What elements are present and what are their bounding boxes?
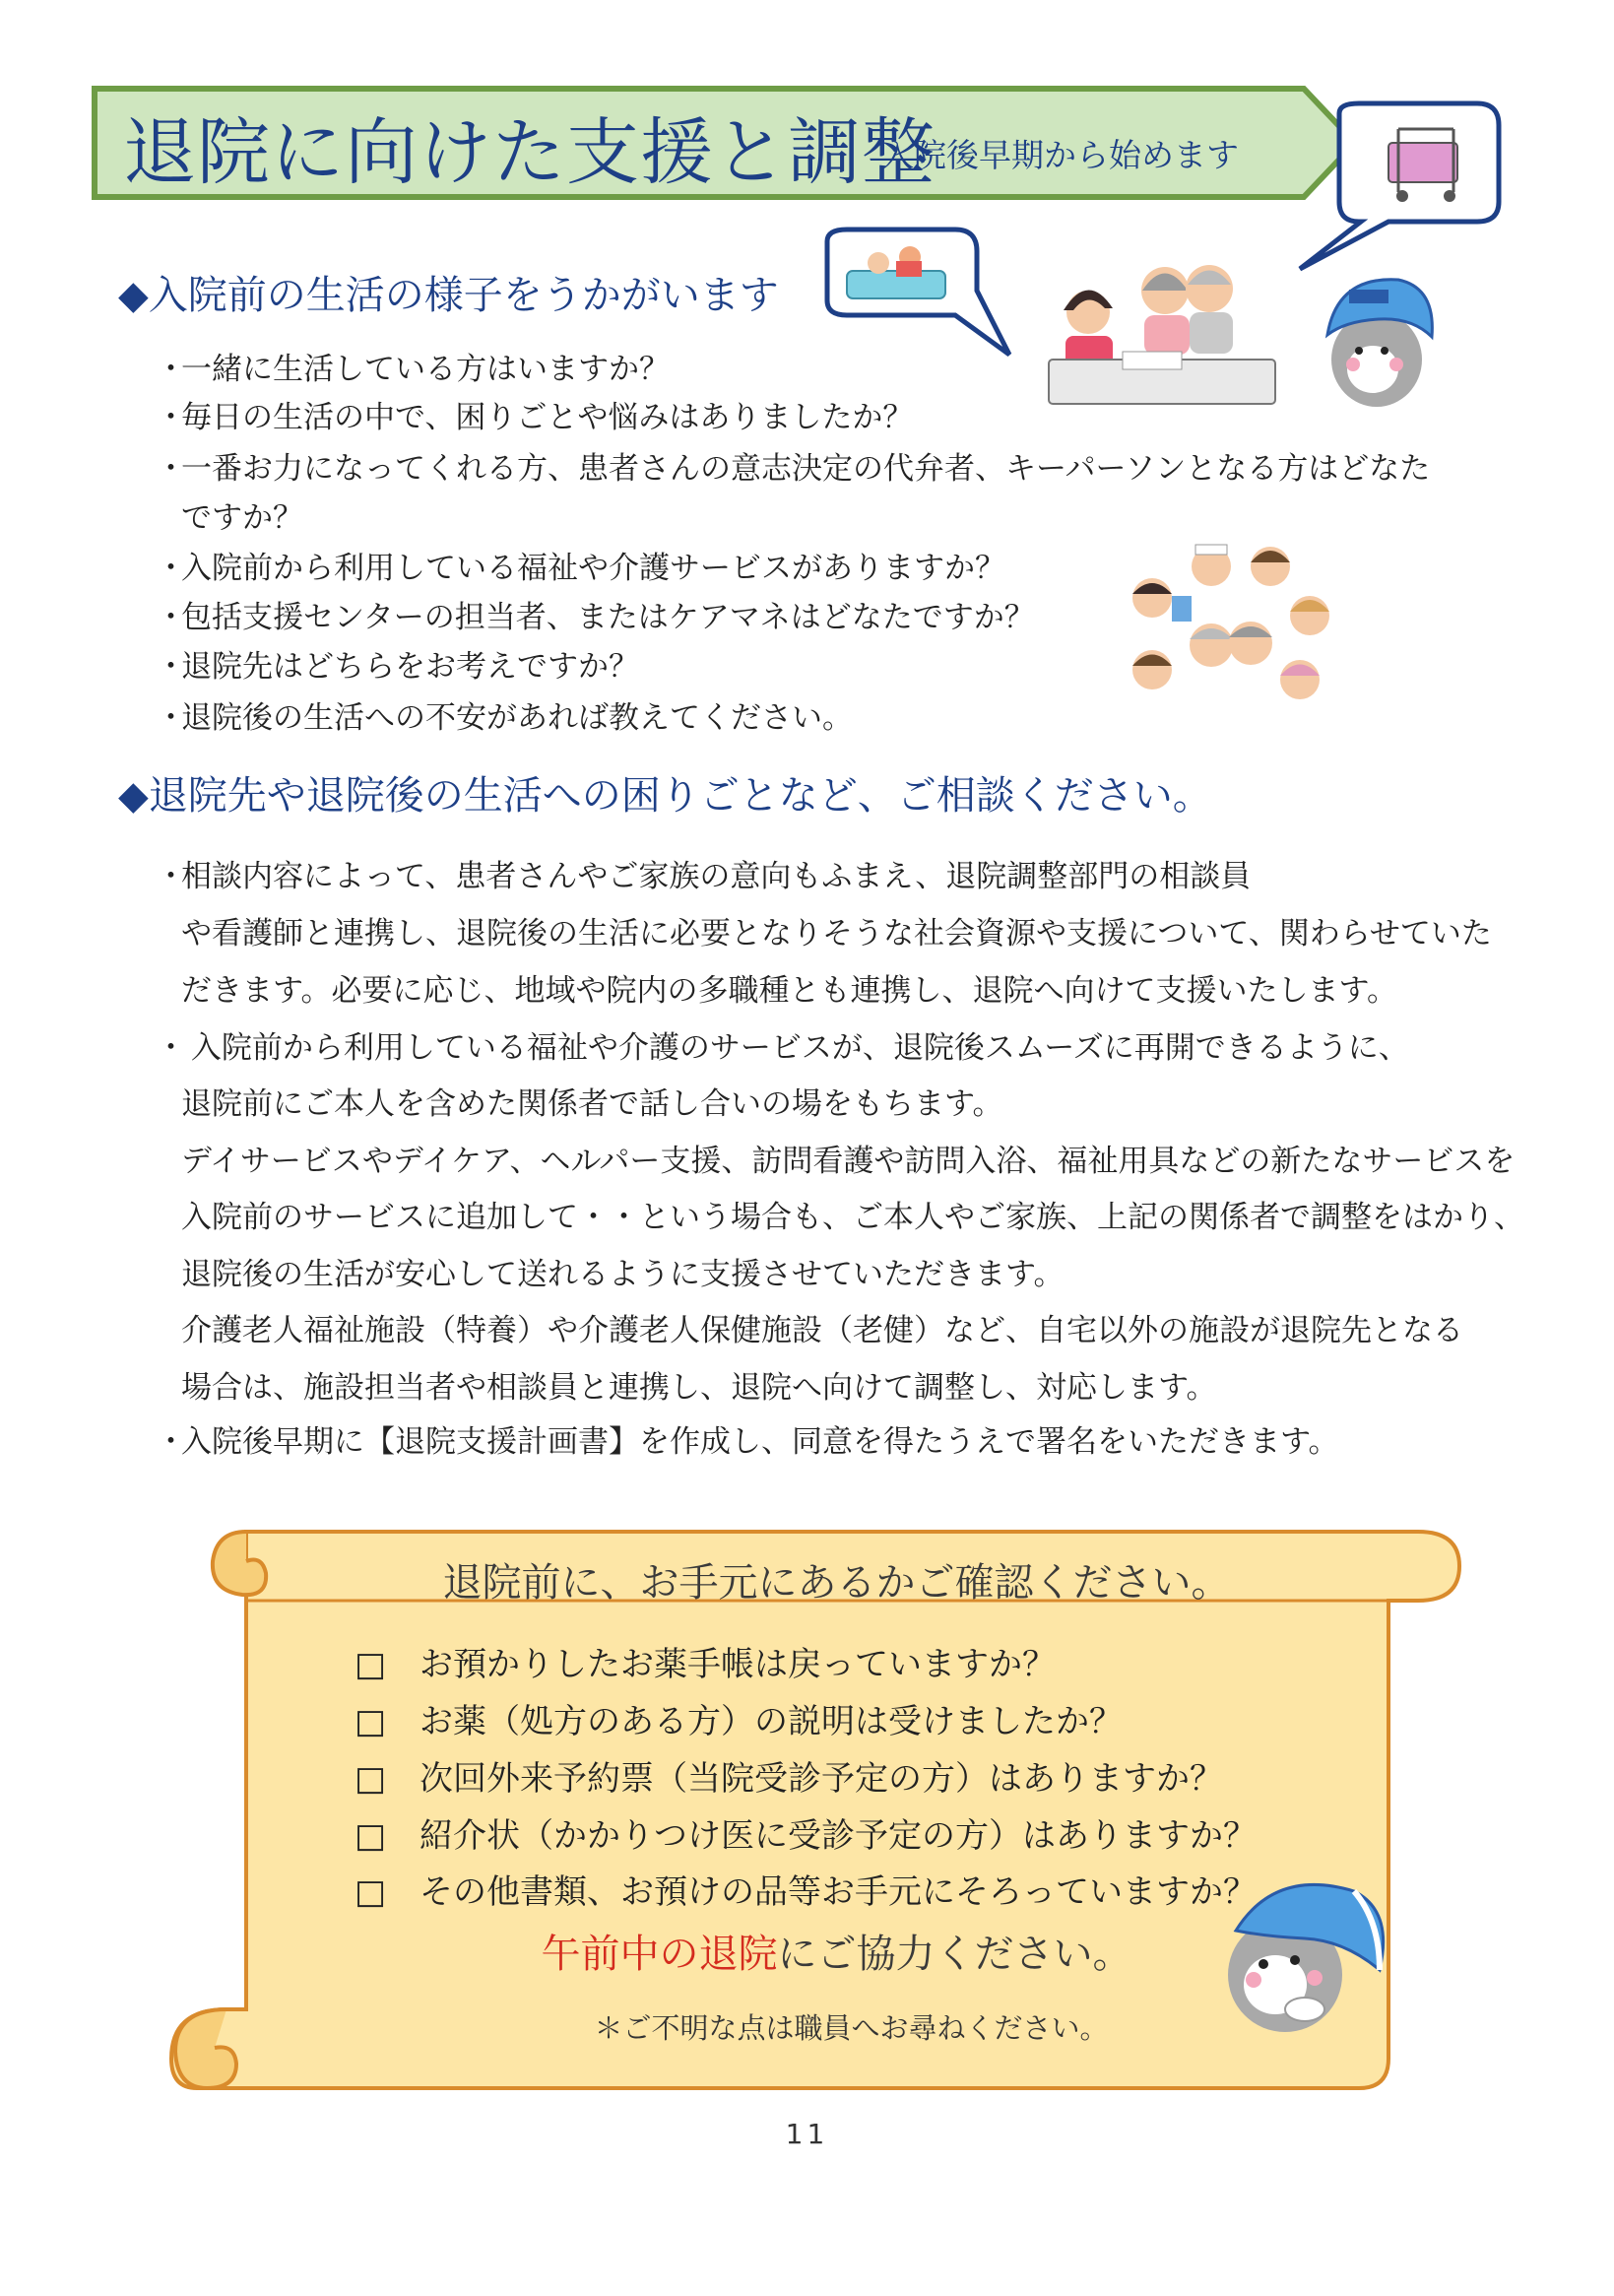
- checkbox-icon: □: [355, 1759, 387, 1799]
- checklist-item: □ お薬（処方のある方）の説明は受けましたか？: [355, 1702, 1123, 1741]
- list-item: ・包括支援センターの担当者、またはケアマネはどなたですか？: [156, 600, 1035, 635]
- paragraph-line: や看護師と連携し、退院後の生活に必要となりそうな社会資源や支援について、関わらせていた: [181, 916, 1492, 951]
- list-item: ・毎日の生活の中で、困りごとや悩みはありましたか？: [156, 400, 914, 435]
- wheelchair-bubble: [1280, 94, 1517, 281]
- paragraph-line: 退院後の生活が安心して送れるように支援させていただきます。: [181, 1257, 1065, 1292]
- checklist-item: □ お預かりしたお薬手帳は戻っていますか？: [355, 1645, 1056, 1684]
- paragraph-line: ・入院後早期に【退院支援計画書】を作成し、同意を得たうえで署名をいただきます。: [156, 1424, 1339, 1460]
- checklist-item: □ その他書類、お預けの品等お手元にそろっていますか？: [355, 1872, 1257, 1912]
- checklist-item: □ 紹介状（かかりつけ医に受診予定の方）はありますか？: [355, 1816, 1257, 1856]
- page-title: 退院に向けた支援と調整: [123, 110, 936, 195]
- bath-bubble: [807, 222, 1024, 369]
- paragraph-line: 退院前にご本人を含めた関係者で話し合いの場をもちます。: [181, 1086, 1003, 1122]
- cooperation-request: 午前中の退院にご協力ください。: [541, 1932, 1132, 1977]
- paragraph-line: 入院前のサービスに追加して・・という場合も、ご本人やご家族、上記の関係者で調整をはかり、: [181, 1200, 1524, 1235]
- page-subtitle: 入院後早期から始めます: [881, 136, 1239, 174]
- paragraph-line: 介護老人福祉施設（特養）や介護老人保健施設（老健）など、自宅以外の施設が退院先となる: [181, 1313, 1463, 1348]
- page-number: 11: [785, 2118, 829, 2150]
- section2-heading: ◆退院先や退院後の生活への困りごとなど、ご相談ください。: [118, 773, 1212, 819]
- paragraph-line: だきます。必要に応じ、地域や院内の多職種とも連携し、退院へ向けて支援いたします。: [181, 973, 1398, 1009]
- paragraph-line: デイサービスやデイケア、ヘルパー支援、訪問看護や訪問入浴、福祉用具などの新たなサービスを: [181, 1144, 1516, 1179]
- section1-heading: ◆入院前の生活の様子をうかがいます: [118, 273, 779, 318]
- list-item: ・一緒に生活している方はいますか？: [156, 352, 670, 387]
- inquiry-note: ＊ご不明な点は職員へお尋ねください。: [594, 2011, 1109, 2045]
- checkbox-icon: □: [355, 1702, 387, 1741]
- checklist-item: □ 次回外来予約票（当院受診予定の方）はありますか？: [355, 1759, 1223, 1799]
- list-item-continuation: ですか？: [181, 500, 303, 536]
- paragraph-line: ・相談内容によって、患者さんやご家族の意向もふまえ、退院調整部門の相談員: [156, 859, 1252, 894]
- nurse-consultation-illustration: [1034, 251, 1290, 419]
- paragraph-line: ・ 入院前から利用している福祉や介護のサービスが、退院後スムーズに再開できるように、: [156, 1030, 1409, 1066]
- list-item: ・入院前から利用している福祉や介護サービスがありますか？: [156, 551, 1005, 586]
- list-item: ・退院後の生活への不安があれば教えてください。: [156, 700, 853, 736]
- checkbox-icon: □: [355, 1645, 387, 1684]
- list-item: ・一番お力になってくれる方、患者さんの意志決定の代弁者、キーパーソンとなる方はどなた: [156, 451, 1431, 487]
- mascot-character: [1310, 266, 1443, 414]
- mascot-character: [1206, 1862, 1393, 2039]
- list-item: ・退院先はどちらをお考えですか？: [156, 649, 639, 685]
- checkbox-icon: □: [355, 1816, 387, 1856]
- paragraph-line: 場合は、施設担当者や相談員と連携し、退院へ向けて調整し、対応します。: [181, 1370, 1217, 1406]
- checklist-title: 退院前に、お手元にあるかご確認ください。: [442, 1560, 1231, 1606]
- care-team-illustration: [1113, 537, 1339, 709]
- checkbox-icon: □: [355, 1872, 387, 1912]
